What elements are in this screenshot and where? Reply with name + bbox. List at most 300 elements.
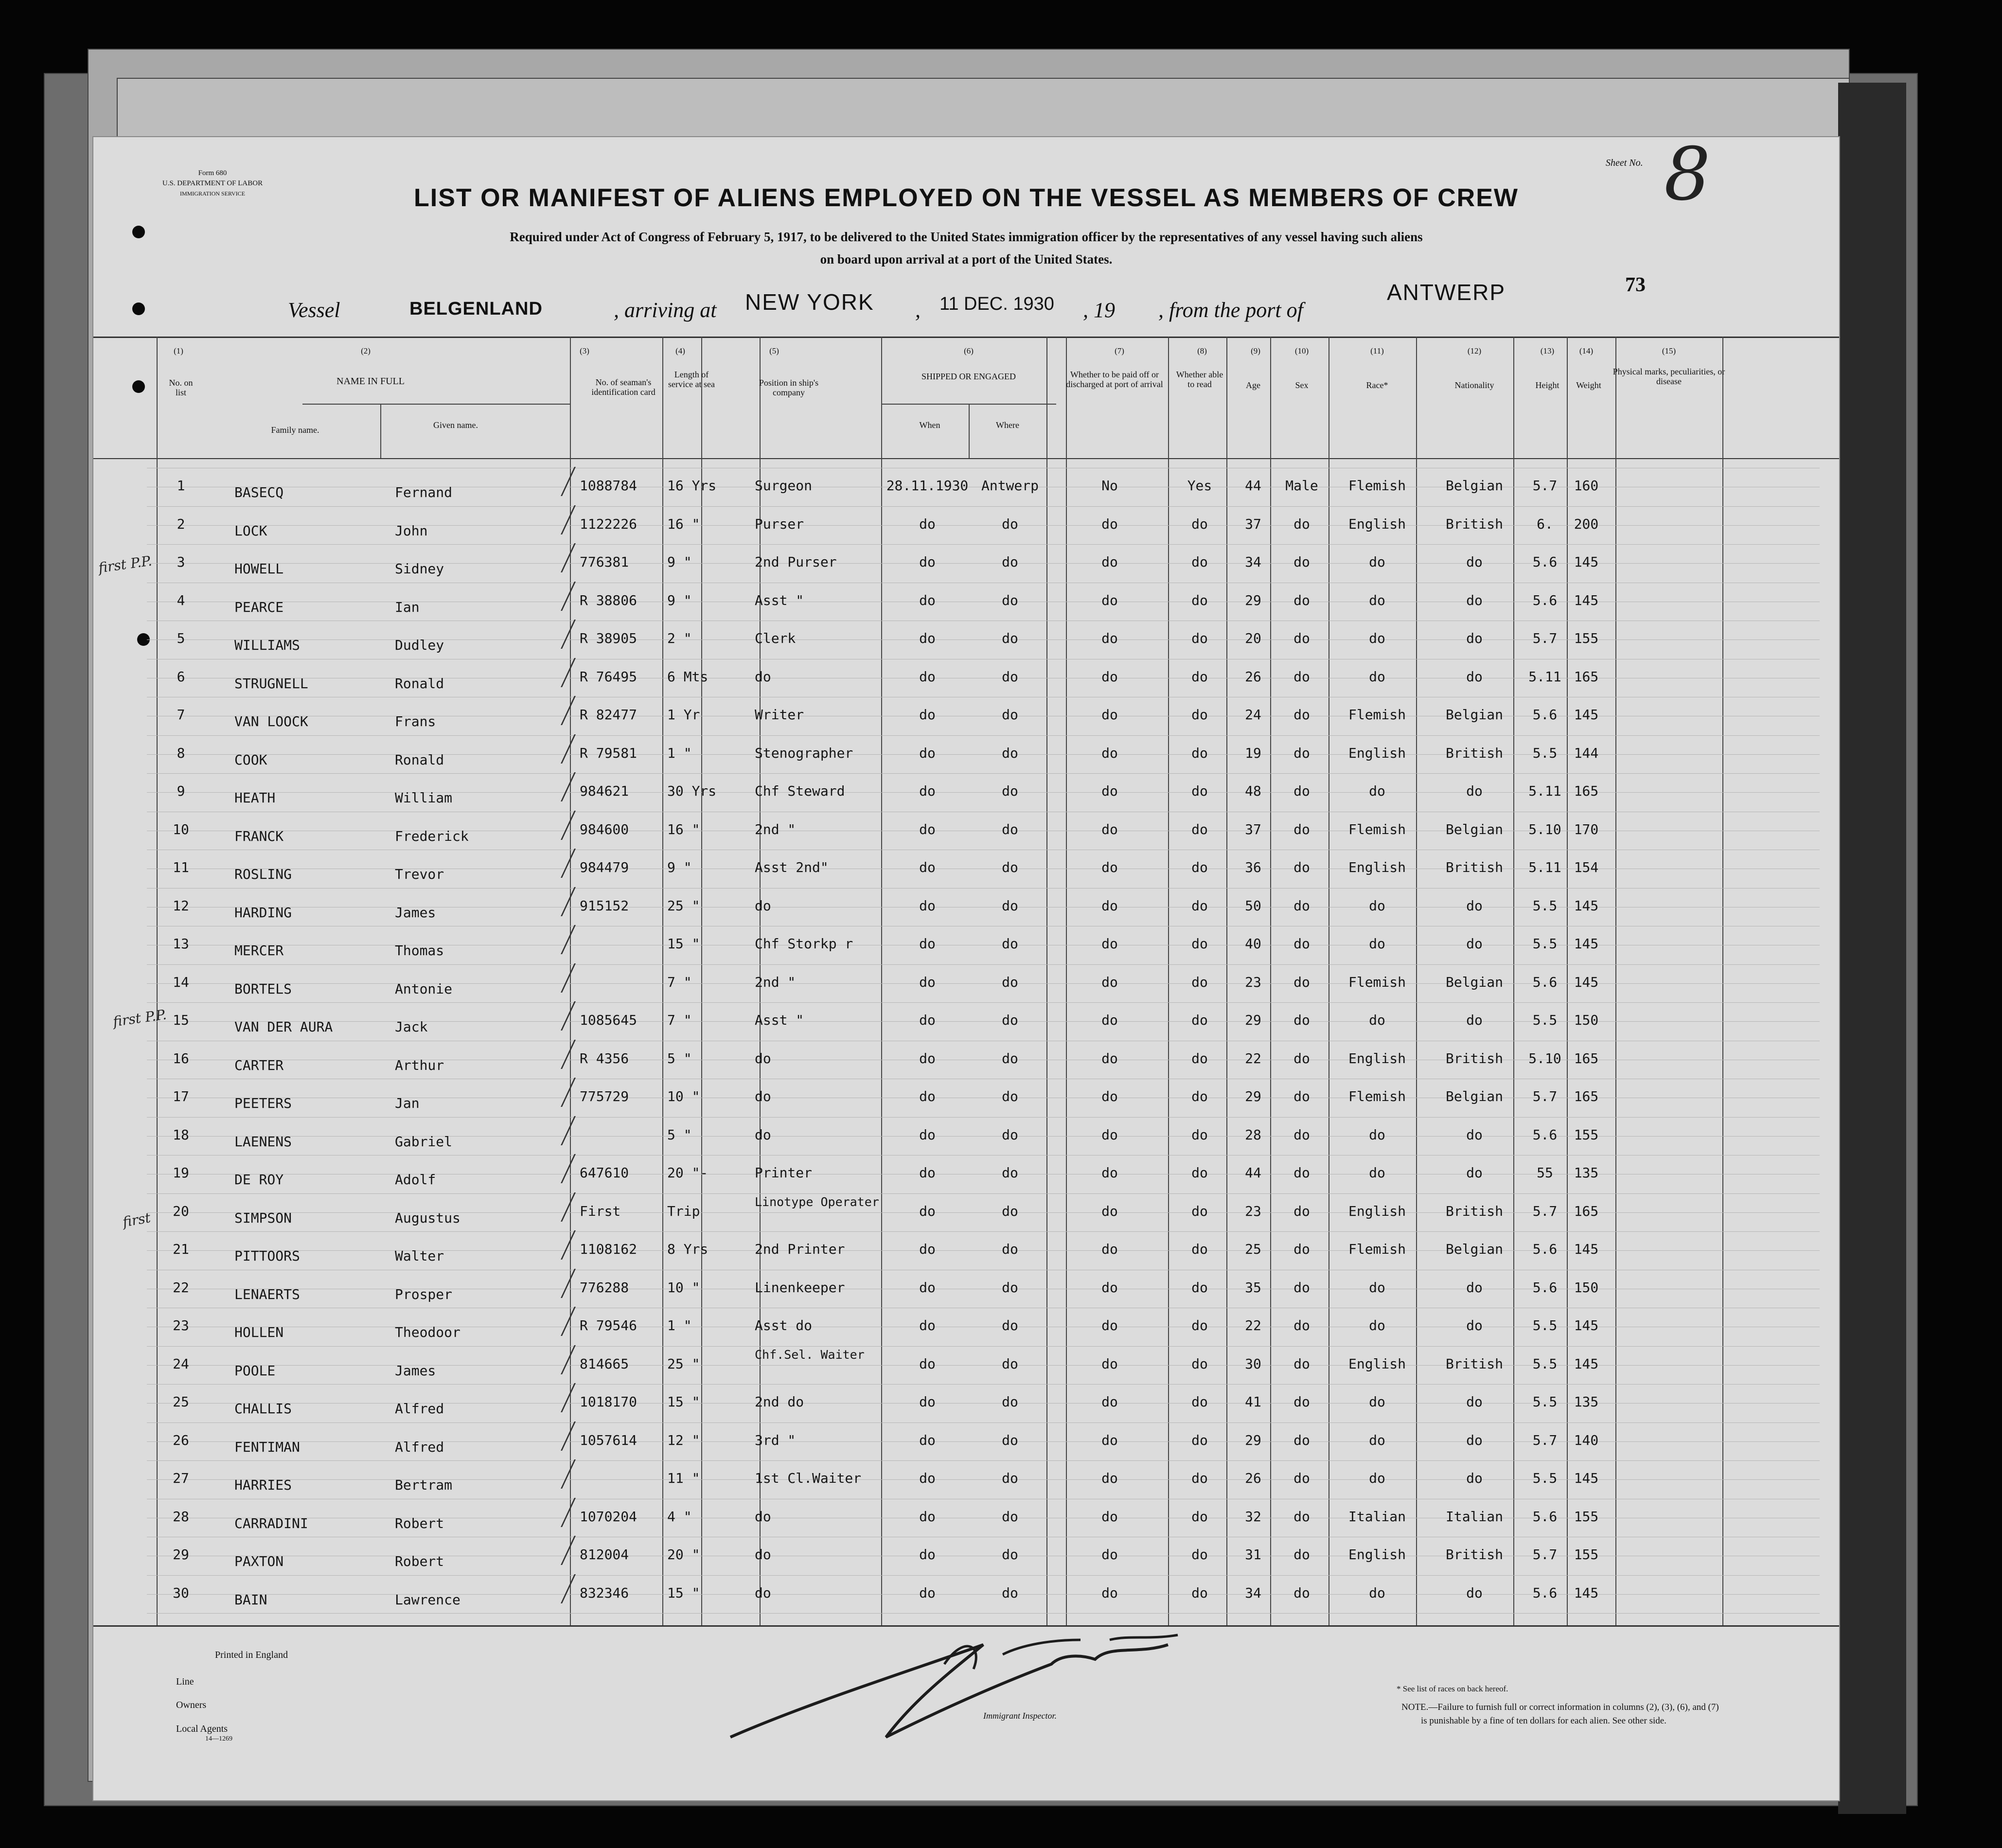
cell-when: do	[919, 1317, 936, 1333]
cell-race: English	[1348, 1203, 1406, 1219]
cell-race: Flemish	[1348, 1241, 1406, 1257]
header-able-read: Whether able to read	[1176, 370, 1223, 389]
cell-weight: 170	[1574, 821, 1599, 837]
cell-service: 20 "	[667, 1546, 700, 1563]
cell-given: Frederick	[395, 828, 469, 844]
cell-sex: do	[1293, 821, 1310, 837]
cell-weight: 150	[1574, 1279, 1599, 1296]
cell-given: Prosper	[395, 1286, 453, 1302]
cell-family: VAN LOOCK	[234, 713, 308, 729]
cell-paid: do	[1101, 1470, 1118, 1486]
cell-paid: do	[1101, 668, 1118, 685]
cell-nat: do	[1466, 1584, 1483, 1601]
cell-height: 5.7	[1532, 1432, 1558, 1448]
subtitle-line-1: Required under Act of Congress of February 5, 1917, to be delivered to the United States immigration officer by the representatives of any vessel having such aliens	[510, 230, 1423, 244]
cell-read: do	[1191, 897, 1208, 914]
cell-when: do	[919, 1394, 936, 1410]
cell-race: English	[1348, 859, 1406, 875]
cell-nat: do	[1466, 897, 1483, 914]
cell-read: do	[1191, 1165, 1208, 1181]
cell-service: 11 "	[667, 1470, 700, 1486]
cell-height: 5.6	[1532, 707, 1558, 723]
cell-age: 25	[1245, 1241, 1261, 1257]
cell-read: do	[1191, 974, 1208, 990]
cell-family: VAN DER AURA	[234, 1019, 333, 1035]
cell-n: 18	[173, 1126, 189, 1143]
cell-height: 5.6	[1532, 592, 1558, 608]
cell-n: 4	[177, 592, 185, 608]
column-divider	[881, 337, 882, 1625]
cell-n: 17	[173, 1088, 189, 1104]
form-number: Form 680	[198, 169, 227, 177]
cell-paid: do	[1101, 1012, 1118, 1028]
col-num-7: (7)	[1115, 346, 1124, 355]
cell-weight: 145	[1574, 1241, 1599, 1257]
cell-service: 15 "	[667, 1394, 700, 1410]
cell-n: 19	[173, 1165, 189, 1181]
cell-sex: do	[1293, 515, 1310, 532]
header-length-service: Length of service at sea	[668, 370, 715, 389]
cell-n: 28	[173, 1508, 189, 1525]
cell-when: do	[919, 1088, 936, 1104]
cell-n: 8	[177, 745, 185, 761]
cell-paid: do	[1101, 936, 1118, 952]
cell-where: do	[1002, 1508, 1018, 1525]
cell-when: do	[919, 1470, 936, 1486]
cell-age: 20	[1245, 630, 1261, 646]
cell-when: do	[919, 1355, 936, 1372]
cell-when: do	[919, 821, 936, 837]
cell-sex: do	[1293, 974, 1310, 990]
cell-nat: British	[1445, 1355, 1503, 1372]
cell-where: do	[1002, 707, 1018, 723]
cell-sex: do	[1293, 1203, 1310, 1219]
cell-family: LENAERTS	[234, 1286, 300, 1302]
column-divider	[1168, 337, 1169, 1625]
cell-position: do	[755, 1584, 771, 1601]
cell-service: 12 "	[667, 1432, 700, 1448]
cell-family: PEARCE	[234, 599, 284, 615]
col-num-9: (9)	[1251, 346, 1260, 355]
cell-position: Printer	[755, 1165, 813, 1181]
cell-given: Ian	[395, 599, 420, 615]
cell-weight: 155	[1574, 1126, 1599, 1143]
cell-read: do	[1191, 936, 1208, 952]
cell-n: 9	[177, 783, 185, 799]
cell-paid: do	[1101, 554, 1118, 570]
cell-read: do	[1191, 630, 1208, 646]
cell-weight: 135	[1574, 1394, 1599, 1410]
departure-port: ANTWERP	[1387, 280, 1506, 305]
margin-note: first P.P.	[97, 552, 153, 576]
cell-read: do	[1191, 592, 1208, 608]
cell-race: do	[1369, 1165, 1385, 1181]
cell-race: do	[1369, 668, 1385, 685]
cell-race: do	[1369, 1394, 1385, 1410]
cell-read: do	[1191, 515, 1208, 532]
cell-paid: do	[1101, 1394, 1118, 1410]
cell-weight: 145	[1574, 1584, 1599, 1601]
cell-paid: do	[1101, 707, 1118, 723]
cell-card: 1018170	[580, 1394, 638, 1410]
cell-race: Flemish	[1348, 478, 1406, 494]
cell-n: 3	[177, 554, 185, 570]
cell-nat: do	[1466, 1165, 1483, 1181]
fine-note-2: is punishable by a fine of ten dollars for each alien. See other side.	[1421, 1716, 1666, 1726]
cell-paid: do	[1101, 1088, 1118, 1104]
cell-n: 24	[173, 1355, 189, 1372]
cell-service: 1 "	[667, 1317, 692, 1333]
col-num-15: (15)	[1662, 346, 1676, 355]
cell-height: 5.7	[1532, 1203, 1558, 1219]
cell-position: Linenkeeper	[755, 1279, 845, 1296]
footer-owners-label: Owners	[176, 1700, 207, 1710]
cell-when: do	[919, 1508, 936, 1525]
ruled-line	[147, 1193, 1820, 1194]
cell-height: 5.5	[1532, 1470, 1558, 1486]
cell-race: Italian	[1348, 1508, 1406, 1525]
cell-where: do	[1002, 1088, 1018, 1104]
cell-when: do	[919, 707, 936, 723]
cell-race: do	[1369, 1279, 1385, 1296]
cell-given: Walter	[395, 1248, 444, 1264]
cell-read: do	[1191, 1470, 1208, 1486]
cell-position: do	[755, 1050, 771, 1066]
cell-card: 1122226	[580, 515, 638, 532]
cell-nat: do	[1466, 1126, 1483, 1143]
cell-age: 26	[1245, 668, 1261, 685]
cell-sex: do	[1293, 1241, 1310, 1257]
cell-read: do	[1191, 1355, 1208, 1372]
cell-height: 5.6	[1532, 1241, 1558, 1257]
cell-weight: 165	[1574, 1088, 1599, 1104]
cell-position: do	[755, 1508, 771, 1525]
department: U.S. DEPARTMENT OF LABOR	[162, 179, 263, 187]
cell-paid: do	[1101, 1508, 1118, 1525]
footer-line-label: Line	[176, 1676, 194, 1687]
cell-where: do	[1002, 821, 1018, 837]
cell-weight: 144	[1574, 745, 1599, 761]
cell-service: 6 Mts	[667, 668, 709, 685]
cell-where: do	[1002, 1355, 1018, 1372]
cell-age: 29	[1245, 1088, 1261, 1104]
cell-paid: do	[1101, 1546, 1118, 1563]
cell-where: do	[1002, 974, 1018, 990]
fine-note-1: NOTE.—Failure to furnish full or correct information in columns (2), (3), (6), and (7)	[1401, 1702, 1719, 1712]
cell-card: 812004	[580, 1546, 629, 1563]
cell-nat: Belgian	[1445, 478, 1503, 494]
cell-race: Flemish	[1348, 707, 1406, 723]
cell-sex: do	[1293, 668, 1310, 685]
cell-height: 5.7	[1532, 1088, 1558, 1104]
header-position: Position in ship's company	[759, 378, 819, 397]
header-where: Where	[996, 420, 1019, 430]
service: IMMIGRATION SERVICE	[179, 190, 246, 197]
cell-age: 22	[1245, 1050, 1261, 1066]
cell-given: Alfred	[395, 1439, 444, 1455]
cell-card: R 82477	[580, 707, 638, 723]
cell-position: Purser	[755, 515, 804, 532]
cell-height: 55	[1537, 1165, 1553, 1181]
cell-family: HARDING	[234, 904, 292, 921]
cell-where: do	[1002, 592, 1018, 608]
cell-service: 20 "-	[667, 1165, 709, 1181]
cell-age: 30	[1245, 1355, 1261, 1372]
header-given-name: Given name.	[433, 420, 478, 430]
cell-sex: do	[1293, 554, 1310, 570]
ruled-line	[147, 735, 1820, 736]
cell-sex: do	[1293, 592, 1310, 608]
table-top-rule	[93, 337, 1839, 338]
cell-race: English	[1348, 515, 1406, 532]
header-nationality: Nationality	[1454, 380, 1494, 390]
cell-read: do	[1191, 1126, 1208, 1143]
cell-weight: 165	[1574, 783, 1599, 799]
cell-family: PEETERS	[234, 1095, 292, 1111]
column-divider	[1722, 337, 1723, 1625]
col-num-10: (10)	[1294, 346, 1309, 355]
cell-where: do	[1002, 1012, 1018, 1028]
cell-nat: Belgian	[1445, 974, 1503, 990]
margin-note: first P.P.	[112, 1006, 168, 1030]
page-title: LIST OR MANIFEST OF ALIENS EMPLOYED ON THE VESSEL AS MEMBERS OF CREW	[414, 184, 1519, 212]
cell-family: PAXTON	[234, 1553, 284, 1569]
cell-sex: do	[1293, 1470, 1310, 1486]
cell-weight: 165	[1574, 668, 1599, 685]
footer-agents-label: Local Agents	[176, 1724, 228, 1734]
cell-age: 29	[1245, 592, 1261, 608]
cell-given: Jan	[395, 1095, 420, 1111]
cell-service: 2 "	[667, 630, 692, 646]
cell-height: 5.11	[1528, 668, 1561, 685]
cell-nat: do	[1466, 592, 1483, 608]
cell-where: do	[1002, 554, 1018, 570]
cell-card: 1085645	[580, 1012, 638, 1028]
ruled-line	[147, 1231, 1820, 1232]
cell-position: 2nd "	[755, 974, 796, 990]
cell-card: R 38806	[580, 592, 638, 608]
cell-nat: Belgian	[1445, 821, 1503, 837]
cell-service: 16 Yrs	[667, 478, 717, 494]
cell-given: Theodoor	[395, 1324, 461, 1340]
cell-given: Ronald	[395, 751, 444, 768]
cell-when: do	[919, 783, 936, 799]
cell-family: STRUGNELL	[234, 675, 308, 692]
cell-height: 5.7	[1532, 630, 1558, 646]
cell-service: 30 Yrs	[667, 783, 717, 799]
cell-when: do	[919, 592, 936, 608]
cell-read: do	[1191, 1088, 1208, 1104]
cell-race: Flemish	[1348, 1088, 1406, 1104]
cell-when: do	[919, 1165, 936, 1181]
cell-when: do	[919, 1050, 936, 1066]
cell-read: do	[1191, 783, 1208, 799]
cell-family: CARRADINI	[234, 1515, 308, 1531]
cell-height: 5.6	[1532, 1126, 1558, 1143]
cell-n: 22	[173, 1279, 189, 1296]
cell-weight: 145	[1574, 592, 1599, 608]
cell-n: 30	[173, 1584, 189, 1601]
cell-nat: do	[1466, 1432, 1483, 1448]
cell-family: LAENENS	[234, 1133, 292, 1150]
cell-race: Flemish	[1348, 821, 1406, 837]
cell-height: 5.5	[1532, 1355, 1558, 1372]
cell-given: Lawrence	[395, 1591, 461, 1608]
cell-when: do	[919, 630, 936, 646]
cell-race: English	[1348, 1050, 1406, 1066]
cell-when: 28.11.1930	[886, 478, 969, 494]
ruled-line	[147, 1422, 1820, 1423]
cell-service: 25 "	[667, 1355, 700, 1372]
cell-when: do	[919, 936, 936, 952]
footer-agents-code: 14—1269	[205, 1735, 232, 1742]
cell-age: 31	[1245, 1546, 1261, 1563]
cell-family: MERCER	[234, 942, 284, 959]
cell-height: 5.6	[1532, 1584, 1558, 1601]
cell-n: 29	[173, 1546, 189, 1563]
cell-when: do	[919, 554, 936, 570]
cell-where: do	[1002, 1470, 1018, 1486]
cell-when: do	[919, 1432, 936, 1448]
name-split-rule	[302, 404, 570, 405]
cell-given: Dudley	[395, 637, 444, 653]
cell-read: do	[1191, 1508, 1208, 1525]
cell-card: 1070204	[580, 1508, 638, 1525]
cell-weight: 200	[1574, 515, 1599, 532]
cell-weight: 145	[1574, 897, 1599, 914]
cell-height: 5.11	[1528, 783, 1561, 799]
cell-race: do	[1369, 936, 1385, 952]
cell-service: 8 Yrs	[667, 1241, 709, 1257]
col-num-2: (2)	[361, 346, 371, 355]
cell-position: do	[755, 668, 771, 685]
cell-paid: do	[1101, 1126, 1118, 1143]
cell-height: 5.5	[1532, 936, 1558, 952]
cell-where: do	[1002, 515, 1018, 532]
cell-position: Chf.Sel. Waiter	[755, 1347, 865, 1362]
cell-age: 40	[1245, 936, 1261, 952]
cell-given: Alfred	[395, 1401, 444, 1417]
vessel-label: Vessel	[288, 298, 340, 322]
cell-where: do	[1002, 1050, 1018, 1066]
cell-family: POOLE	[234, 1362, 276, 1379]
cell-sex: do	[1293, 936, 1310, 952]
cell-where: do	[1002, 1584, 1018, 1601]
header-weight: Weight	[1576, 380, 1601, 390]
cell-service: 9 "	[667, 554, 692, 570]
cell-where: do	[1002, 1241, 1018, 1257]
col-num-8: (8)	[1197, 346, 1207, 355]
header-physical: Physical marks, peculiarities, or disease	[1612, 367, 1725, 386]
cell-race: do	[1369, 1126, 1385, 1143]
ruled-line	[147, 1613, 1820, 1614]
cell-given: Antonie	[395, 980, 453, 997]
header-height: Height	[1535, 380, 1559, 390]
cell-given: Robert	[395, 1553, 444, 1569]
cell-sex: do	[1293, 783, 1310, 799]
cell-race: English	[1348, 1546, 1406, 1563]
cell-paid: do	[1101, 1279, 1118, 1296]
cell-card: 1057614	[580, 1432, 638, 1448]
ruled-line	[147, 544, 1820, 545]
cell-position: Linotype Operater	[755, 1194, 879, 1209]
cell-card: R 79546	[580, 1317, 638, 1333]
cell-n: 12	[173, 897, 189, 914]
cell-service: 15 "	[667, 936, 700, 952]
cell-service: 10 "	[667, 1088, 700, 1104]
ruled-line	[147, 506, 1820, 507]
arriving-label: , arriving at	[614, 298, 717, 322]
cell-nat: do	[1466, 1394, 1483, 1410]
header-shipped-engaged: SHIPPED OR ENGAGED	[921, 372, 1016, 381]
cell-given: Adolf	[395, 1172, 436, 1188]
margin-note: first	[121, 1209, 152, 1230]
cell-family: HEATH	[234, 790, 276, 806]
cell-nat: British	[1445, 859, 1503, 875]
cell-read: do	[1191, 1203, 1208, 1219]
cell-position: Asst "	[755, 1012, 804, 1028]
cell-age: 36	[1245, 859, 1261, 875]
cell-age: 34	[1245, 554, 1261, 570]
cell-n: 6	[177, 668, 185, 685]
cell-paid: do	[1101, 1203, 1118, 1219]
cell-nat: do	[1466, 1279, 1483, 1296]
cell-paid: do	[1101, 592, 1118, 608]
cell-position: do	[755, 1126, 771, 1143]
cell-age: 29	[1245, 1012, 1261, 1028]
cell-nat: Belgian	[1445, 707, 1503, 723]
cell-where: do	[1002, 936, 1018, 952]
cell-sex: do	[1293, 1355, 1310, 1372]
cell-n: 13	[173, 936, 189, 952]
cell-when: do	[919, 859, 936, 875]
cell-paid: do	[1101, 821, 1118, 837]
cell-card: 984479	[580, 859, 629, 875]
cell-weight: 150	[1574, 1012, 1599, 1028]
cell-n: 15	[173, 1012, 189, 1028]
cell-height: 5.7	[1532, 1546, 1558, 1563]
subtitle-line-2: on board upon arrival at a port of the United States.	[820, 252, 1113, 267]
cell-n: 20	[173, 1203, 189, 1219]
cell-race: do	[1369, 1432, 1385, 1448]
column-divider	[1226, 337, 1227, 1625]
cell-paid: do	[1101, 859, 1118, 875]
cell-service: 7 "	[667, 974, 692, 990]
cell-family: BAIN	[234, 1591, 267, 1608]
col-num-5: (5)	[769, 346, 779, 355]
cell-n: 1	[177, 478, 185, 494]
cell-height: 5.11	[1528, 859, 1561, 875]
cell-family: DE ROY	[234, 1172, 284, 1188]
cell-sex: do	[1293, 1546, 1310, 1563]
cell-where: do	[1002, 859, 1018, 875]
ruled-line	[147, 1575, 1820, 1576]
cell-nat: Belgian	[1445, 1088, 1503, 1104]
cell-weight: 145	[1574, 936, 1599, 952]
cell-weight: 145	[1574, 1317, 1599, 1333]
cell-weight: 155	[1574, 1546, 1599, 1563]
col-num-12: (12)	[1467, 346, 1482, 355]
cell-card: R 76495	[580, 668, 638, 685]
cell-weight: 155	[1574, 630, 1599, 646]
cell-service: 10 "	[667, 1279, 700, 1296]
cell-where: Antwerp	[981, 478, 1039, 494]
cell-age: 29	[1245, 1432, 1261, 1448]
cell-position: Asst 2nd"	[755, 859, 829, 875]
cell-age: 50	[1245, 897, 1261, 914]
col-num-4: (4)	[675, 346, 685, 355]
cell-when: do	[919, 1241, 936, 1257]
